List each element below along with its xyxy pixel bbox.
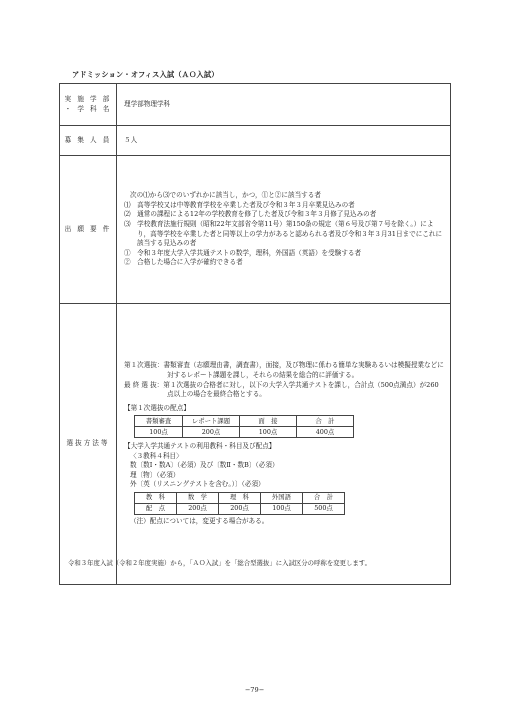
table-cell: 400点: [297, 427, 354, 438]
requirement-item: ⑴ 高等学校又は中等教育学校を卒業した者及び令和３年３月卒業見込みの者: [124, 200, 355, 209]
subjects-summary: 〈３教科４科目〉: [130, 451, 183, 460]
table-cell: 100点: [135, 427, 183, 438]
subject-english: 外〔英（リスニングテストを含む。）〕（必須）: [130, 480, 265, 489]
dept-label-line2: ・ 学 科 名: [64, 104, 112, 113]
table-cell: 200点: [183, 427, 240, 438]
final-stage-text: 最 終 選 抜：第１次選抜の合格者に対し，以下の大学入学共通テストを課し，合計点（500点満点）が260点以上の場合を最終合格とする。: [124, 380, 439, 399]
capacity-row: [60, 126, 451, 156]
table-cell: 200点: [219, 503, 261, 514]
requirement-item: ② 合格した場合に入学が確約できる者: [124, 258, 243, 267]
first-stage-text: 第１次選抜：書類審査（志願理由書，調査書），面接，及び物理に係わる簡単な実験あるいは模擬授業などに対するレポート課題を課し，それらの結果を総合的に評価する。: [124, 361, 444, 380]
dept-label-line1: 実 施 学 部: [64, 94, 112, 103]
table-cell: 100点: [240, 427, 297, 438]
subject-science: 理〔物〕（必須）: [130, 470, 180, 479]
selection-label: 選抜方法等: [60, 304, 117, 585]
subject-math: 数〔数Ⅰ・数A〕（必須）及び〔数Ⅱ・数B〕（必須）: [130, 461, 279, 470]
capacity-label: 募 集 人 員: [60, 126, 117, 156]
table-cell: 100点: [261, 503, 303, 514]
footnote: 令和３年度入試（令和２年度実施）から，「ＡＯ入試」を「総合型選抜」に入試区分の呼称を変更します。: [68, 559, 372, 567]
common-test-title: 【大学入学共通テストの利用教科・科目及び配点】: [124, 442, 276, 451]
table-header-cell: 理 科: [219, 492, 261, 503]
table-cell: 200点: [177, 503, 219, 514]
table-row-label: 配 点: [135, 503, 177, 514]
test-points-table: [134, 492, 345, 515]
requirements-label: 出 願 要 件: [60, 156, 117, 304]
capacity-value: ５人: [117, 126, 451, 156]
table-header-cell: レポート課題: [183, 416, 240, 427]
table-header-cell: 外国語: [261, 492, 303, 503]
table-cell: 500点: [303, 503, 345, 514]
requirements-intro: 次の⑴から⑶でのいずれかに該当し，かつ，①と②に該当する者: [130, 191, 321, 200]
requirement-item: ① 令和３年度大学入学共通テストの数学，理科，外国語（英語）を受験する者: [124, 248, 362, 257]
table-row: [135, 492, 345, 503]
requirements-content: [117, 156, 451, 304]
requirements-row: [60, 156, 451, 304]
dept-value: 理学部物理学科: [117, 84, 451, 126]
remark-text: （注）配点については，変更する場合がある。: [130, 516, 269, 525]
dept-label: [60, 84, 117, 126]
first-points-table: [134, 415, 354, 438]
table-header-cell: 合 計: [297, 416, 354, 427]
selection-row: [60, 304, 451, 585]
table-header-cell: 教 科: [135, 492, 177, 503]
table-header-cell: 合 計: [303, 492, 345, 503]
page-title: アドミッション・オフィス入試（ＡＯ入試）: [72, 70, 219, 79]
first-points-title: 【第１次選抜の配点】: [124, 403, 190, 412]
requirement-item: ⑶ 学校教育法施行規則（昭和22年文部省令第11号）第150条の規定（第６号及び第７号を除く。）により，高等学校を卒業した者と同等以上の学力があると認められる者及び令和３年３月31日までにこれに該当する見込みの者: [124, 219, 443, 248]
dept-row: [60, 84, 451, 126]
table-header-cell: 数 学: [177, 492, 219, 503]
table-header-cell: 面 接: [240, 416, 297, 427]
page-number: −79−: [244, 686, 265, 694]
admission-table: [59, 83, 451, 585]
table-row: [135, 427, 354, 438]
table-header-cell: 書類審査: [135, 416, 183, 427]
table-row: [135, 416, 354, 427]
requirement-item: ⑵ 通常の課程による12年の学校教育を修了した者及び令和３年３月修了見込みの者: [124, 210, 377, 219]
table-row: [135, 503, 345, 514]
selection-content: [117, 304, 451, 585]
